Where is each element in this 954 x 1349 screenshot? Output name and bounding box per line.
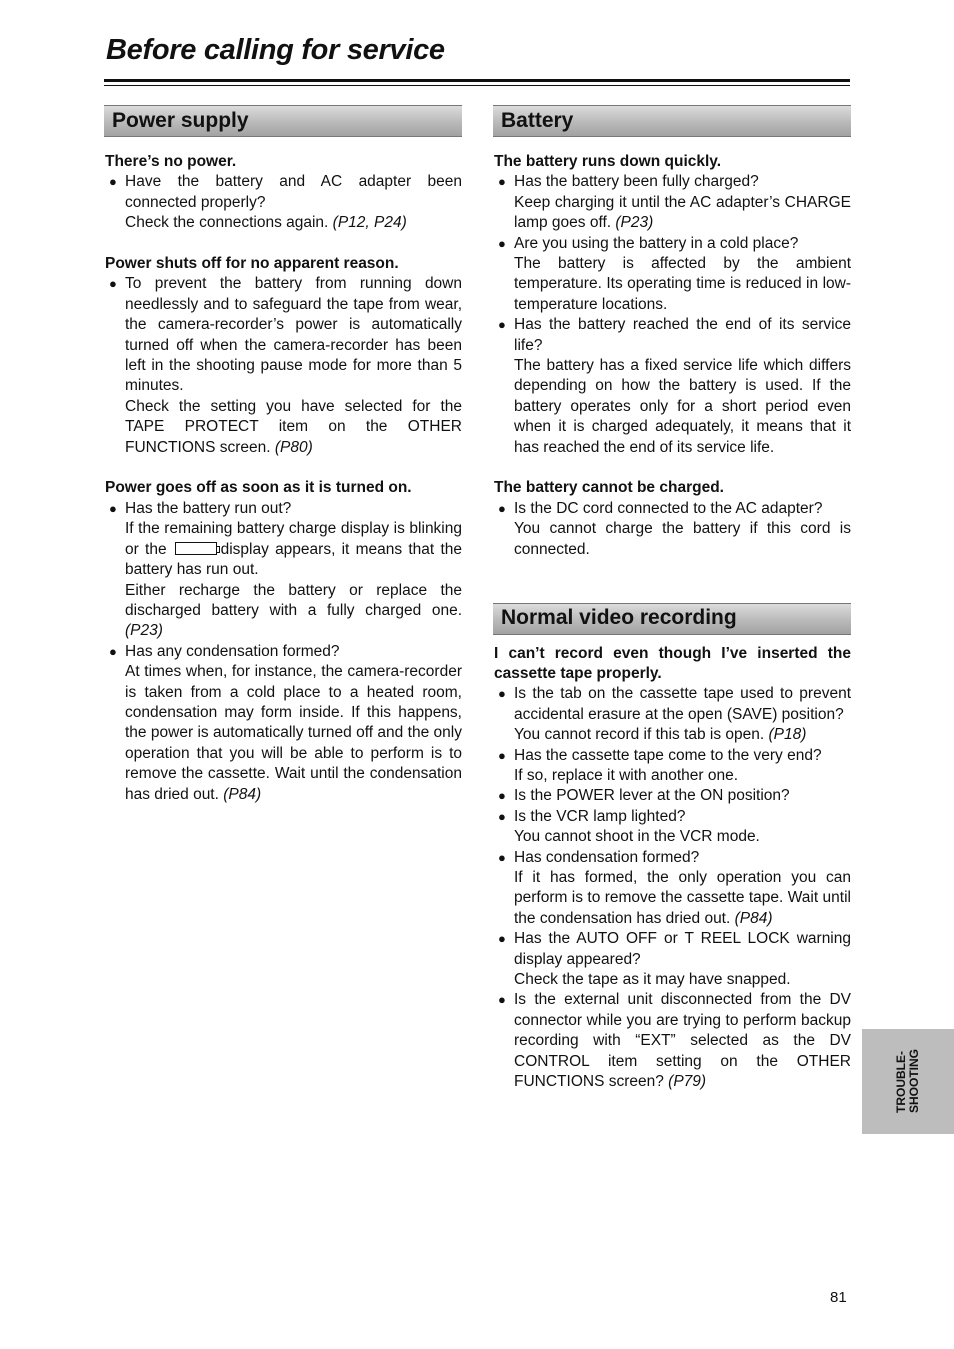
item-question: Has the battery run out? bbox=[125, 499, 292, 517]
question-title: Power shuts off for no apparent reason. bbox=[105, 255, 399, 273]
section-header-power-supply bbox=[104, 105, 462, 137]
question-title: I can’t record even though I’ve inserted the cassette tape properly. bbox=[494, 644, 851, 682]
list-item bbox=[493, 807, 851, 848]
bullet-icon: ● bbox=[498, 747, 506, 763]
item-question: Is the external unit disconnected from the DV connector while you are trying to perform backup recording with “EXT” selected as the DV CONTROL item setting on the OTHER FUNCTIONS screen? bbox=[514, 991, 851, 1091]
question-title: The battery runs down quickly. bbox=[494, 153, 722, 170]
question-block bbox=[104, 152, 462, 234]
item-question: Is the VCR lamp lighted? bbox=[514, 807, 686, 825]
list-item bbox=[493, 684, 851, 745]
item-question: Has condensation formed? bbox=[514, 848, 700, 866]
bullet-icon: ● bbox=[498, 788, 506, 804]
list-item bbox=[104, 642, 462, 805]
item-question: Have the battery and AC adapter been connected properly? bbox=[125, 173, 462, 211]
chapter-tab-label bbox=[895, 1049, 921, 1113]
item-question: Has the AUTO OFF or T REEL LOCK warning display appeared? bbox=[514, 930, 851, 968]
section-header-normal-video-recording bbox=[493, 603, 851, 635]
question-block bbox=[104, 478, 462, 805]
list-item bbox=[493, 990, 851, 1092]
item-question: Has the battery reached the end of its service life? bbox=[514, 316, 851, 354]
left-column bbox=[104, 105, 462, 825]
item-answer: At times when, for instance, the camera-recorder is taken from a cold place to a heated room, condensation may form inside. If this happens, the power is automatically turned off and the only operation that you will be able to perform is to remove the cassette. Wait until the condensation has dried out. bbox=[125, 663, 462, 803]
item-question: Has the cassette tape come to the very end? bbox=[514, 746, 822, 764]
item-question: Is the tab on the cassette tape used to prevent accidental erasure at the open (SAVE) position? bbox=[514, 685, 851, 723]
section-title: Battery bbox=[501, 108, 574, 132]
item-answer: You cannot shoot in the VCR mode. bbox=[514, 828, 760, 846]
item-answer: If so, replace it with another one. bbox=[514, 766, 739, 784]
list-item bbox=[493, 499, 851, 560]
question-title: Power goes off as soon as it is turned on. bbox=[105, 479, 412, 497]
question-block bbox=[493, 478, 851, 560]
page-reference: (P84) bbox=[734, 909, 773, 927]
title-rule bbox=[104, 79, 850, 82]
item-answer: Check the setting you have selected for the TAPE PROTECT item on the OTHER FUNCTIONS screen. bbox=[125, 397, 462, 456]
question-block bbox=[493, 152, 851, 458]
item-question: Is the POWER lever at the ON position? bbox=[514, 787, 790, 805]
item-answer: Check the tape as it may have snapped. bbox=[514, 971, 791, 988]
list-item bbox=[493, 172, 851, 233]
list-item bbox=[493, 315, 851, 458]
question-title: The battery cannot be charged. bbox=[494, 479, 724, 497]
page-reference: (P23) bbox=[125, 622, 163, 640]
chapter-tab-line2: SHOOTING bbox=[907, 1048, 921, 1114]
bullet-icon: ● bbox=[498, 931, 506, 947]
bullet-icon: ● bbox=[498, 808, 506, 824]
item-question: Is the DC cord connected to the AC adapter? bbox=[514, 499, 823, 517]
bullet-icon: ● bbox=[498, 235, 506, 251]
section-title: Power supply bbox=[112, 108, 249, 132]
bullet-icon: ● bbox=[109, 276, 117, 292]
item-answer: Check the connections again. bbox=[125, 214, 333, 232]
question-block bbox=[104, 254, 462, 458]
item-question: To prevent the battery from running down needlessly and to safeguard the tape from wear, the camera-recorder’s power is automatically turned off when the camera-recorder has been left in the shooting pause mode for more than 5 minutes. bbox=[125, 275, 462, 395]
page-reference: (P12, P24) bbox=[332, 214, 407, 232]
item-answer: The battery has a fixed service life which differs depending on how the battery is used. If the battery operates only for a short period even when it is charged adequately, it means that it has reached the end of its service life. bbox=[514, 357, 851, 456]
bullet-icon: ● bbox=[498, 500, 506, 516]
item-answer: You cannot charge the battery if this cord is connected. bbox=[514, 520, 851, 558]
bullet-icon: ● bbox=[498, 317, 506, 333]
bullet-icon: ● bbox=[109, 500, 117, 516]
question-title: There’s no power. bbox=[105, 153, 237, 170]
item-answer: The battery is affected by the ambient temperature. Its operating time is reduced in low-temperature locations. bbox=[514, 255, 851, 313]
bullet-icon: ● bbox=[498, 174, 506, 190]
bullet-icon: ● bbox=[498, 849, 506, 865]
list-item bbox=[493, 848, 851, 930]
bullet-icon: ● bbox=[498, 686, 506, 702]
chapter-tab-line1: TROUBLE- bbox=[894, 1051, 908, 1114]
chapter-tab bbox=[862, 1029, 954, 1134]
list-item bbox=[104, 499, 462, 642]
list-item bbox=[493, 234, 851, 316]
page-reference: (P18) bbox=[768, 726, 807, 744]
section-header-battery bbox=[493, 105, 851, 137]
question-block bbox=[493, 644, 851, 1093]
item-answer: You cannot record if this tab is open. bbox=[514, 726, 769, 744]
bullet-icon: ● bbox=[109, 174, 117, 190]
list-item bbox=[493, 746, 851, 787]
title-rule-thin bbox=[104, 85, 850, 86]
battery-empty-icon bbox=[175, 542, 217, 555]
page-number: 81 bbox=[830, 1289, 847, 1306]
bullet-icon: ● bbox=[109, 643, 117, 659]
bullet-icon: ● bbox=[498, 992, 506, 1008]
item-question: Has any condensation formed? bbox=[125, 642, 340, 660]
page-reference: (P79) bbox=[668, 1073, 707, 1091]
page-title: Before calling for service bbox=[106, 34, 445, 66]
item-question: Are you using the battery in a cold place? bbox=[514, 234, 799, 252]
item-answer: Keep charging it until the AC adapter’s CHARGE lamp goes off. bbox=[514, 193, 851, 232]
list-item bbox=[104, 172, 462, 233]
item-answer: If the remaining battery charge display is blinking or the bbox=[125, 520, 462, 558]
item-answer: If it has formed, the only operation you can perform is to remove the cassette tape. Wait until the condensation has dried out. bbox=[514, 868, 851, 927]
item-question: Has the battery been fully charged? bbox=[514, 173, 759, 191]
item-answer-cont: display appears, it means that the battery has run out. bbox=[125, 540, 462, 579]
item-answer: Either recharge the battery or replace the discharged battery with a fully charged one. bbox=[125, 581, 462, 619]
list-item bbox=[104, 274, 462, 458]
list-item bbox=[493, 929, 851, 990]
page-reference: (P84) bbox=[223, 785, 262, 803]
page-reference: (P80) bbox=[274, 438, 313, 456]
right-column bbox=[493, 105, 851, 1113]
list-item bbox=[493, 786, 851, 806]
page-reference: (P23) bbox=[615, 214, 654, 232]
section-title: Normal video recording bbox=[501, 606, 737, 630]
